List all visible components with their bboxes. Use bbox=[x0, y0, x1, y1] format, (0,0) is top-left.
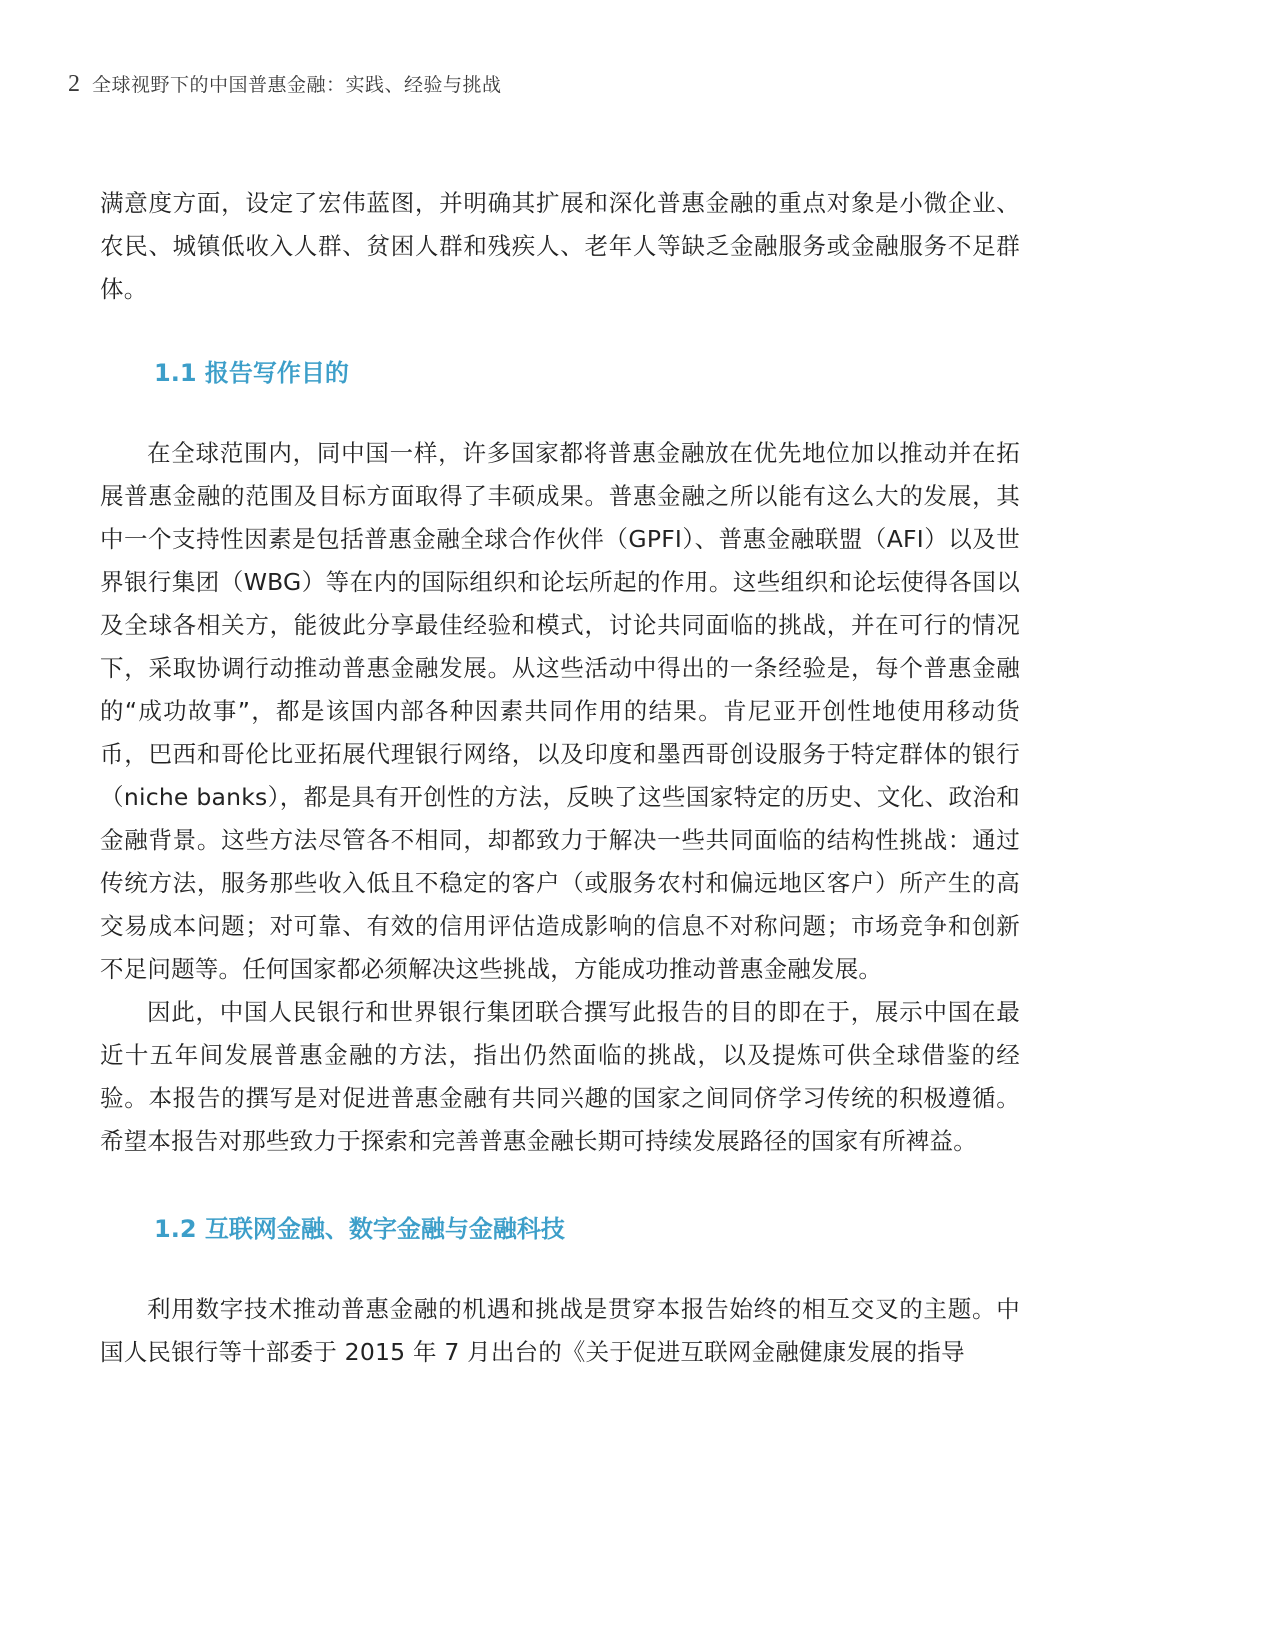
body-paragraph: 满意度方面，设定了宏伟蓝图，并明确其扩展和深化普惠金融的重点对象是小微企业、农民、城镇低收入人群、贫困人群和残疾人、老年人等缺乏金融服务或金融服务不足群体。 bbox=[100, 189, 1020, 303]
page-number: 2 bbox=[68, 71, 80, 97]
body-paragraph: 在全球范围内，同中国一样，许多国家都将普惠金融放在优先地位加以推动并在拓展普惠金融的范围及目标方面取得了丰硕成果。普惠金融之所以能有这么大的发展，其中一个支持性因素是包括普惠金融全球合作伙伴（GPFI）、普惠金融联盟（AFI）以及世界银行集团（WBG）等在内的国际组织和论坛所起的作用。这些组织和论坛使得各国以及全球各相关方，能彼此分享最佳经验和模式，讨论共同面临的挑战，并在可行的情况下，采取协调行动推动普惠金融发展。从这些活动中得出的一条经验是，每个普惠金融的“成功故事”，都是该国内部各种因素共同作用的结果。肯尼亚开创性地使用移动货币，巴西和哥伦比亚拓展代理银行网络，以及印度和墨西哥创设服务于特定群体的银行（niche banks），都是具有开创性的方法，反映了这些国家特定的历史、文化、政治和金融背景。这些方法尽管各不相同，却都致力于解决一些共同面临的结构性挑战：通过传统方法，服务那些收入低且不稳定的客户（或服务农村和偏远地区客户）所产生的高交易成本问题；对可靠、有效的信用评估造成影响的信息不对称问题；市场竞争和创新不足问题等。任何国家都必须解决这些挑战，方能成功推动普惠金融发展。 bbox=[100, 439, 1020, 983]
running-header bbox=[68, 70, 502, 98]
body-paragraph: 利用数字技术推动普惠金融的机遇和挑战是贯穿本报告始终的相互交叉的主题。中国人民银行等十部委于 2015 年 7 月出台的《关于促进互联网金融健康发展的指导 bbox=[100, 1295, 1020, 1366]
body-paragraph: 因此，中国人民银行和世界银行集团联合撰写此报告的目的即在于，展示中国在最近十五年间发展普惠金融的方法，指出仍然面临的挑战，以及提炼可供全球借鉴的经验。本报告的撰写是对促进普惠金融有共同兴趣的国家之间同侪学习传统的积极遵循。希望本报告对那些致力于探索和完善普惠金融长期可持续发展路径的国家有所裨益。 bbox=[100, 998, 1020, 1155]
page-body bbox=[100, 182, 1020, 1374]
section-heading-1-1: 1.1 报告写作目的 bbox=[154, 359, 349, 387]
section-heading-1-2: 1.2 互联网金融、数字金融与金融科技 bbox=[154, 1215, 565, 1243]
running-title: 全球视野下的中国普惠金融：实践、经验与挑战 bbox=[92, 74, 502, 96]
